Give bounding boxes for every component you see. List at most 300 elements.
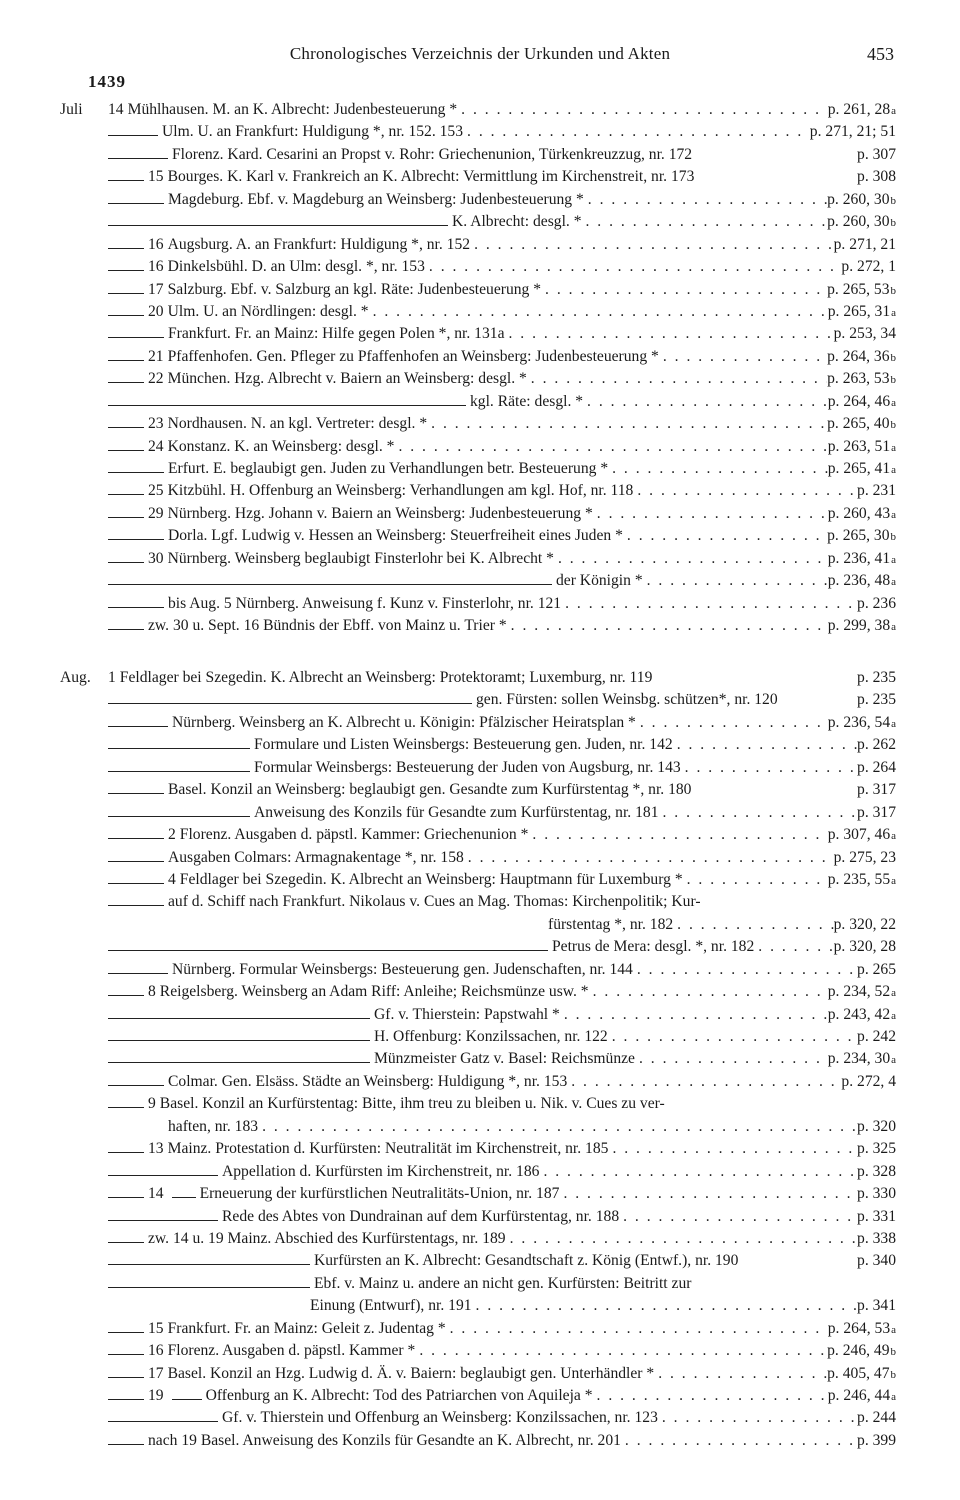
page-reference — [827, 413, 896, 436]
register-entry — [60, 1138, 896, 1160]
section-july — [60, 99, 896, 638]
page-reference-text: p. 265, 30 — [827, 527, 890, 545]
ditto-rule — [108, 550, 144, 563]
dot-leader — [633, 959, 857, 981]
ditto-rule — [108, 595, 164, 608]
page-reference-text: p. 320, 22 — [833, 915, 896, 933]
page-reference-text: p. 320 — [857, 1117, 896, 1135]
register-entry — [60, 570, 896, 592]
page-reference — [828, 570, 896, 593]
register-entry — [60, 667, 896, 689]
page-reference-text: p. 338 — [857, 1229, 896, 1247]
dot-leader — [623, 525, 827, 547]
register-entry — [60, 480, 896, 502]
entry-text: auf d. Schiff nach Frankfurt. Nikolaus v. Cues an Mag. Thomas: Kirchenpolitik; Kur- — [168, 893, 701, 911]
ditto-rule — [108, 213, 448, 226]
page-reference — [857, 1250, 896, 1272]
page-reference — [827, 1363, 896, 1386]
register-entry — [60, 548, 896, 570]
register-entry — [60, 1363, 896, 1385]
page-reference-text: p. 243, 42 — [827, 1005, 891, 1023]
entry-text: Florenz. Ausgaben d. päpstl. Kammer: Griechenunion * — [179, 826, 529, 844]
register-entry — [60, 824, 896, 846]
ditto-rule — [108, 1028, 370, 1041]
page-reference-text: p. 299, 38 — [827, 617, 891, 635]
ditto-rule — [108, 871, 164, 884]
dot-leader — [583, 391, 828, 413]
register-entry — [60, 1026, 896, 1048]
ditto-rule — [108, 1320, 144, 1333]
register-entry — [60, 1430, 896, 1452]
page-reference — [857, 1116, 896, 1138]
ditto-rule — [108, 527, 164, 540]
entry-text: Feldlager bei Szegedin. K. Albrecht an Weinsberg: Protektoramt; Luxemburg, nr. 119 — [119, 669, 653, 686]
ditto-rule — [108, 123, 158, 136]
dot-leader — [415, 1340, 827, 1362]
page-reference-text: p. 260, 30 — [827, 190, 890, 208]
page-reference — [828, 458, 896, 481]
page-reference — [857, 1295, 896, 1317]
day-number: 25 — [148, 482, 164, 500]
page-reference-text: p. 234, 30 — [827, 1050, 891, 1068]
page-reference-text: p. 275, 23 — [833, 848, 896, 866]
column-suffix: a — [891, 1009, 896, 1022]
entry-text: Petrus de Mera: desgl. *, nr. 182 — [552, 938, 755, 956]
entry-text: Rede des Abtes von Dundrainan auf dem Kurfürstentag, nr. 188 — [222, 1207, 620, 1225]
register-entry — [60, 689, 896, 711]
page-reference-text: p. 264, 46 — [827, 392, 891, 410]
register-entry — [60, 869, 896, 891]
page-reference — [828, 1385, 896, 1408]
register-entry — [60, 1048, 896, 1070]
month-label: Aug. — [60, 669, 91, 686]
ditto-rule — [108, 1140, 144, 1153]
page-reference-text: p. 265 — [857, 960, 896, 978]
entry-text: gen. Fürsten: sollen Weinsbg. schützen*, nr. 120 — [476, 691, 778, 709]
column-suffix: a — [891, 717, 896, 730]
page-reference-text: p. 260, 30 — [827, 213, 890, 231]
column-suffix: b — [890, 1368, 896, 1381]
day-number: 14 — [148, 1185, 164, 1203]
page-reference — [828, 503, 896, 526]
page-reference-text: p. 399 — [857, 1431, 896, 1449]
entry-text: Bourges. K. Karl v. Frankreich an K. Albrecht: Vermittlung im Kirchenstreit, nr. 173 — [167, 168, 695, 186]
ditto-rule — [108, 1185, 144, 1198]
entry-text: Münzmeister Gatz v. Basel: Reichsmünze — [374, 1050, 635, 1068]
register-entry — [60, 1318, 896, 1340]
page-reference — [857, 166, 896, 188]
entry-text: Gf. v. Thierstein und Offenburg an Weinsberg: Konzilssachen, nr. 123 — [222, 1409, 658, 1427]
register-entry — [60, 121, 896, 143]
register-entry — [60, 959, 896, 981]
page-reference-text: p. 236, 54 — [827, 713, 891, 731]
entry-text: Formular Weinsbergs: Besteuerung der Juden von Augsburg, nr. 143 — [254, 758, 681, 776]
dot-leader — [369, 301, 828, 323]
dot-leader — [541, 279, 827, 301]
register-entry — [60, 593, 896, 615]
page-reference-text: p. 235, 55 — [827, 870, 891, 888]
ditto-rule — [172, 1387, 202, 1400]
ditto-rule — [108, 1006, 370, 1019]
register-entry — [60, 1206, 896, 1228]
entry-text: nach 19 Basel. Anweisung des Konzils für Gesandte an K. Albrecht, nr. 201 — [148, 1431, 621, 1449]
page-reference-text: p. 263, 51 — [827, 437, 891, 455]
entry-text: Frankfurt. Fr. an Mainz: Hilfe gegen Polen *, nr. 131a — [168, 325, 505, 343]
page-reference-text: p. 236 — [857, 594, 896, 612]
page-reference — [834, 234, 896, 256]
page-reference-text: p. 246, 44 — [827, 1387, 891, 1404]
page-reference — [857, 1430, 896, 1452]
page-reference-text: p. 405, 47 — [827, 1364, 890, 1382]
entry-text: Nürnberg. Formular Weinsbergs: Besteuerung gen. Judenschaften, nr. 144 — [172, 960, 633, 978]
page-reference — [827, 1340, 896, 1363]
page-reference-text: p. 265, 31 — [827, 302, 891, 320]
column-suffix: a — [891, 464, 896, 476]
dot-leader — [584, 189, 827, 211]
column-suffix: a — [891, 306, 896, 319]
ditto-rule — [108, 938, 548, 951]
page-reference — [857, 779, 896, 801]
column-suffix: b — [890, 217, 896, 230]
entry-text: Frankfurt. Fr. an Mainz: Geleit z. Judentag * — [167, 1319, 446, 1337]
dot-leader — [506, 1228, 857, 1250]
page-reference — [827, 346, 896, 369]
entry-text: Ulm. U. an Frankfurt: Huldigung *, nr. 152. 153 — [162, 123, 464, 141]
ditto-rule — [108, 849, 164, 862]
entry-text: Salzburg. Ebf. v. Salzburg an kgl. Räte: Judenbesteuerung * — [167, 280, 542, 298]
dot-leader — [554, 548, 828, 570]
page-reference — [857, 1138, 896, 1160]
register-entry — [60, 981, 896, 1003]
page-reference — [828, 1048, 896, 1071]
page-reference — [857, 1407, 896, 1429]
page-reference — [827, 368, 896, 391]
entry-text: fürstentag *, nr. 182 — [548, 915, 674, 933]
page-reference-text: p. 325 — [857, 1140, 896, 1158]
entry-text: Konstanz. K. an Weinsberg: desgl. * — [167, 437, 395, 455]
register-entry — [60, 847, 896, 869]
dot-leader — [539, 1161, 857, 1183]
day-number: 16 — [148, 258, 164, 276]
ditto-rule — [108, 1208, 218, 1221]
page-reference-text: p. 265, 53 — [827, 280, 890, 298]
page-reference-text: p. 264, 53 — [827, 1319, 891, 1337]
page-reference-text: p. 236, 41 — [827, 549, 891, 567]
page-reference — [828, 1318, 896, 1341]
register-entry — [60, 346, 896, 368]
page-reference — [828, 436, 896, 459]
day-number: 19 — [148, 1387, 164, 1404]
entry-text: Mühlhausen. M. an K. Albrecht: Judenbesteuerung * — [127, 101, 458, 118]
page-reference — [857, 1026, 896, 1048]
dot-leader — [527, 368, 827, 390]
day-number: 22 — [148, 370, 164, 388]
entry-text: Ebf. v. Mainz u. andere an nicht gen. Kurfürsten: Beitritt zur — [314, 1274, 692, 1292]
register-entry — [60, 779, 896, 801]
register-entry — [60, 712, 896, 734]
entry-text: Dinkelsbühl. D. an Ulm: desgl. *, nr. 153 — [167, 258, 425, 276]
dot-leader — [633, 480, 857, 502]
register-entry — [60, 458, 896, 480]
ditto-rule — [108, 736, 250, 749]
page-reference-text: p. 246, 49 — [827, 1342, 890, 1360]
dot-leader — [561, 593, 857, 615]
entry-text: Florenz. Kard. Cesarini an Propst v. Rohr: Griechenunion, Türkenkreuzzug, nr. 172 — [172, 145, 693, 163]
entry-text: Basel. Konzil an Weinsberg: beglaubigt gen. Gesandte zum Kurfürstentag *, nr. 180 — [168, 781, 692, 799]
page-reference-text: p. 265, 40 — [827, 415, 890, 433]
page-reference — [828, 548, 896, 571]
day-number: 14 — [108, 101, 124, 118]
entry-text: haften, nr. 183 — [168, 1117, 259, 1135]
register-entry — [60, 368, 896, 390]
dot-leader — [464, 847, 834, 869]
year-heading: 1439 — [88, 72, 126, 91]
page-reference — [827, 189, 896, 212]
page-reference-text: p. 341 — [857, 1297, 896, 1315]
page-reference-text: p. 272, 4 — [841, 1072, 896, 1090]
register-entry — [60, 1385, 896, 1407]
page-reference — [834, 323, 896, 345]
page-reference-text: p. 262 — [857, 736, 896, 754]
page-reference — [857, 1183, 896, 1205]
dot-leader — [658, 1407, 857, 1429]
ditto-rule — [108, 826, 164, 839]
dot-leader — [427, 413, 827, 435]
dot-leader — [608, 458, 828, 480]
page-number: 453 — [867, 44, 894, 64]
entry-text: Nürnberg. Weinsberg beglaubigt Finsterlohr bei K. Albrecht * — [167, 549, 554, 567]
column-suffix: b — [890, 531, 896, 544]
day-number: 29 — [148, 504, 164, 522]
ditto-rule — [108, 348, 144, 361]
page-reference-text: p. 253, 34 — [833, 325, 896, 343]
page-reference-text: p. 260, 43 — [827, 504, 891, 522]
page-reference-text: p. 331 — [857, 1207, 896, 1225]
day-number: 23 — [148, 415, 164, 433]
page-reference — [834, 914, 896, 936]
entry-text: bis Aug. 5 Nürnberg. Anweisung f. Kunz v. Finsterlohr, nr. 121 — [168, 594, 562, 612]
register-entry — [60, 615, 896, 637]
page-reference — [857, 734, 896, 756]
page-reference — [857, 667, 896, 689]
entry-text: Dorla. Lgf. Ludwig v. Hessen an Weinsberg: Steuerfreiheit eines Juden * — [168, 527, 623, 545]
day-number: 17 — [148, 280, 164, 298]
page-reference — [828, 301, 896, 324]
register-entry — [60, 525, 896, 547]
dot-leader — [673, 734, 857, 756]
register-entry — [60, 279, 896, 301]
entry-text: Ulm. U. an Nördlingen: desgl. * — [167, 302, 369, 320]
ditto-rule — [108, 804, 250, 817]
register-entry — [60, 1295, 896, 1317]
ditto-rule — [108, 258, 144, 271]
ditto-rule — [108, 1365, 144, 1378]
day-number: 9 — [148, 1095, 156, 1113]
page-reference — [857, 689, 896, 711]
ditto-rule — [108, 438, 144, 451]
page-reference — [857, 593, 896, 615]
entry-text: Basel. Konzil an Hzg. Ludwig d. Ä. v. Baiern: beglaubigt gen. Unterhändler * — [167, 1364, 655, 1382]
page-reference-text: p. 317 — [857, 803, 896, 821]
register-entry — [60, 234, 896, 256]
page-reference — [857, 757, 896, 779]
ditto-rule — [108, 1432, 144, 1445]
page-reference — [828, 981, 896, 1004]
dot-leader — [608, 1138, 857, 1160]
register-entry — [60, 1004, 896, 1026]
column-suffix: a — [891, 1054, 896, 1067]
page-reference — [828, 1004, 896, 1027]
dot-leader — [505, 323, 834, 345]
ditto-rule — [108, 1163, 218, 1176]
page-reference-text: p. 236, 48 — [827, 572, 891, 590]
page-reference-text: p. 307, 46 — [827, 826, 891, 844]
register-entry — [60, 1340, 896, 1362]
dot-leader — [472, 1295, 857, 1317]
ditto-rule — [108, 1387, 144, 1400]
month-label: Juli — [60, 101, 83, 118]
dot-leader — [589, 981, 828, 1003]
entry-text: Florenz. Ausgaben d. päpstl. Kammer * — [167, 1342, 416, 1360]
page-reference — [827, 279, 896, 302]
entry-text: zw. 30 u. Sept. 16 Bündnis der Ebff. von Mainz u. Trier * — [148, 617, 507, 635]
page-reference — [827, 525, 896, 548]
register-entry — [60, 1161, 896, 1183]
column-suffix: b — [890, 374, 896, 387]
day-number: 24 — [148, 437, 164, 455]
dot-leader — [425, 256, 842, 278]
ditto-rule — [108, 759, 250, 772]
column-suffix: b — [890, 284, 896, 297]
dot-leader — [643, 570, 828, 592]
dot-leader — [683, 869, 828, 891]
register-entry — [60, 936, 896, 958]
page-reference-text: p. 264, 36 — [827, 347, 890, 365]
entry-text: Nürnberg. Hzg. Johann v. Baiern an Weinsberg: Judenbesteuerung * — [167, 504, 593, 522]
page-reference-text: p. 263, 53 — [827, 370, 890, 388]
ditto-rule — [108, 505, 144, 518]
entry-text: Erneuerung der kurfürstlichen Neutralitäts-Union, nr. 187 — [199, 1185, 560, 1203]
page-reference-text: p. 231 — [857, 482, 896, 500]
dot-leader — [446, 1318, 828, 1340]
register-entry — [60, 734, 896, 756]
ditto-rule — [108, 1073, 164, 1086]
dot-leader — [635, 1048, 828, 1070]
page-reference-text: p. 261, 28 — [827, 101, 891, 118]
day-number: 16 — [148, 235, 164, 253]
ditto-rule — [108, 1252, 310, 1265]
ditto-rule — [108, 1050, 370, 1063]
column-suffix: a — [891, 441, 896, 454]
entry-text: Offenburg an K. Albrecht: Tod des Patriarchen von Aquileja * — [205, 1387, 593, 1404]
day-number: 20 — [148, 302, 164, 320]
day-number: 4 — [168, 870, 176, 888]
day-number: 15 — [148, 168, 164, 186]
day-number: 1 — [108, 669, 116, 686]
register-entry — [60, 1116, 896, 1138]
register-entry — [60, 301, 896, 323]
page-reference — [828, 869, 896, 892]
column-suffix: a — [891, 508, 896, 521]
ditto-rule — [108, 393, 466, 406]
page-reference-text: p. 320, 28 — [833, 938, 896, 956]
entry-text: Formulare und Listen Weinsbergs: Besteuerung gen. Juden, nr. 142 — [254, 736, 673, 754]
entry-text: Einung (Entwurf), nr. 191 — [310, 1297, 472, 1315]
column-suffix: a — [891, 396, 896, 409]
register-entry — [60, 413, 896, 435]
entry-text: Colmar. Gen. Elsäss. Städte an Weinsberg: Huldigung *, nr. 153 — [168, 1072, 568, 1090]
page-reference-text: p. 308 — [857, 168, 896, 186]
ditto-rule — [108, 691, 472, 704]
column-suffix: a — [891, 830, 896, 843]
dot-leader — [567, 1071, 841, 1093]
dot-leader — [621, 1430, 857, 1452]
ditto-rule — [108, 714, 168, 727]
ditto-rule — [108, 1095, 144, 1108]
ditto-rule — [108, 281, 144, 294]
page-reference — [834, 936, 896, 958]
page-reference — [857, 802, 896, 824]
dot-leader — [457, 99, 828, 121]
page-reference — [857, 1228, 896, 1250]
dot-leader — [754, 936, 833, 958]
entry-text: Anweisung des Konzils für Gesandte zum Kurfürstentag, nr. 181 — [254, 803, 659, 821]
ditto-rule — [108, 236, 144, 249]
day-number: 30 — [148, 549, 164, 567]
day-number: 16 — [148, 1342, 164, 1360]
column-suffix: b — [890, 1346, 896, 1359]
register-entry — [60, 256, 896, 278]
dot-leader — [582, 211, 828, 233]
ditto-rule — [108, 893, 164, 906]
page-reference — [834, 847, 896, 869]
dot-leader — [659, 346, 827, 368]
entry-text: der Königin * — [556, 572, 643, 590]
ditto-rule — [108, 146, 168, 159]
dot-leader — [619, 1206, 857, 1228]
register-entry — [60, 144, 896, 166]
dot-leader — [681, 757, 857, 779]
column-suffix: a — [891, 105, 896, 117]
day-number: 2 — [168, 826, 176, 844]
register-entry — [60, 891, 896, 913]
dot-leader — [560, 1004, 828, 1026]
column-suffix: b — [890, 419, 896, 432]
entry-text: kgl. Räte: desgl. * — [470, 392, 584, 410]
ditto-rule — [108, 482, 144, 495]
page-reference — [857, 1206, 896, 1228]
page-reference — [857, 144, 896, 166]
ditto-rule — [108, 1230, 144, 1243]
day-number: 21 — [148, 347, 164, 365]
page-reference-text: p. 271, 21; 51 — [809, 123, 896, 141]
page-reference — [841, 1071, 896, 1093]
page-reference-text: p. 340 — [857, 1252, 896, 1270]
entry-text: Gf. v. Thierstein: Papstwahl * — [374, 1005, 560, 1023]
ditto-rule — [108, 983, 144, 996]
dot-leader — [463, 121, 810, 143]
page-reference — [828, 99, 896, 122]
column-suffix: a — [891, 987, 896, 1000]
day-number: 17 — [148, 1364, 164, 1382]
ditto-rule — [172, 1185, 196, 1198]
register-entry — [60, 99, 896, 121]
day-number: 8 — [148, 983, 156, 1001]
dot-leader — [507, 615, 828, 637]
ditto-rule — [108, 415, 144, 428]
register-entry — [60, 391, 896, 413]
page-reference-text: p. 234, 52 — [827, 983, 891, 1001]
